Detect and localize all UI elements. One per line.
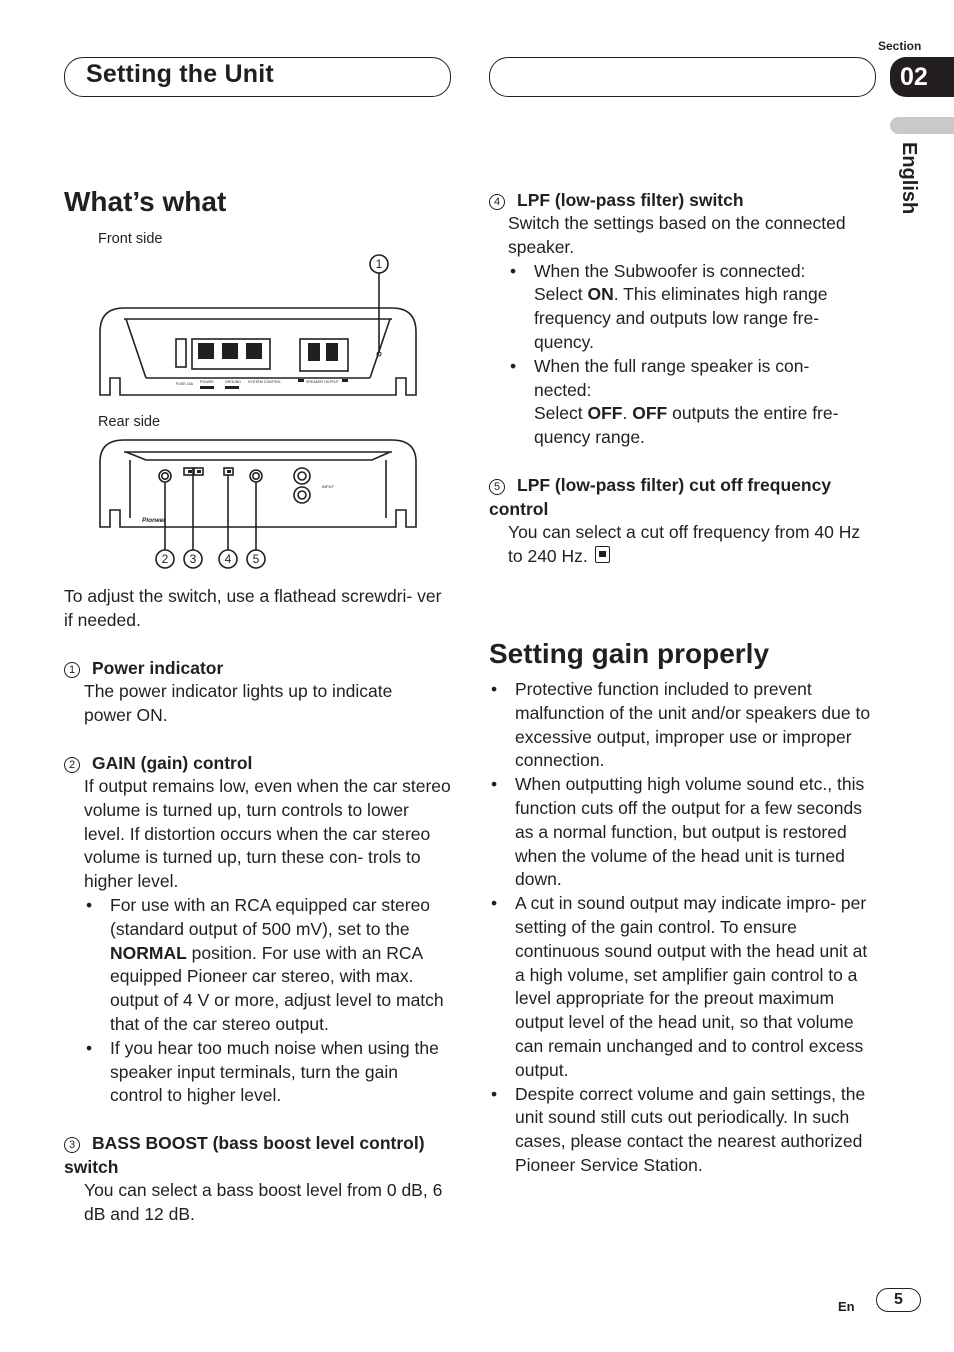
rear-side-diagram xyxy=(90,432,430,577)
item-4-title: 4 LPF (low-pass filter) switch xyxy=(489,188,877,212)
header-blank-frame xyxy=(489,57,876,97)
pioneer-logo: Pioneer xyxy=(142,517,166,524)
callout-4-label: 4 xyxy=(224,552,232,566)
power-label: POWER xyxy=(200,380,214,384)
item-1-number: 1 xyxy=(64,662,80,678)
list-item: • When the Subwoofer is connected: Select ON. This eliminates high range frequency and outputs low range fre- quency. xyxy=(508,260,853,355)
section-label: Section xyxy=(878,39,922,53)
item-5-text: You can select a cut off frequency from 40 Hz to 240 Hz. xyxy=(508,522,861,566)
callout-5-label: 5 xyxy=(252,552,260,566)
item-4-number: 4 xyxy=(489,194,505,210)
item-4-text: Switch the settings based on the connected speaker. xyxy=(508,213,846,257)
whats-what-heading: What’s what xyxy=(64,186,227,217)
section-number-tab: 02 xyxy=(890,57,954,97)
list-item: • When outputting high volume sound etc., this function cuts off the output for a few seconds as a normal function, but output is restored when the volume of the head unit is turned down. xyxy=(489,773,877,892)
setting-gain-heading: Setting gain properly xyxy=(489,638,770,669)
gain-bullets xyxy=(489,678,877,1178)
end-mark-icon xyxy=(595,546,610,563)
item-1-text: The power indicator lights up to indicate power ON. xyxy=(84,681,393,725)
list-item: • For use with an RCA equipped car stereo (standard output of 500 mV), set to the NORMAL position. For use with an RCA equipped Pioneer car stereo, with max. output of 4 V or more, adjust level to match that of the car stereo output. xyxy=(84,894,452,1037)
item-5 xyxy=(489,473,877,569)
page-number: 5 xyxy=(876,1288,921,1312)
item-2-title: 2 GAIN (gain) control xyxy=(64,751,452,775)
list-item: • If you hear too much noise when using the speaker input terminals, turn the gain control to higher level. xyxy=(84,1037,452,1108)
front-side-label: Front side xyxy=(98,231,163,247)
list-item: • Despite correct volume and gain settings, the unit sound still cuts out periodically. In such cases, please contact the nearest authorized Pioneer Service Station. xyxy=(489,1083,877,1178)
language-tab xyxy=(890,117,954,134)
item-2-number: 2 xyxy=(64,757,80,773)
language-label: English xyxy=(898,142,920,215)
list-item: • A cut in sound output may indicate impro- per setting of the gain control. To ensure continuous sound output with the head unit at a high volume, set amplifier gain control to a level appropriate for the preout maximum output level of the head unit, so that volume can remain unchanged and to control excess output. xyxy=(489,892,877,1082)
item-2 xyxy=(64,751,452,1108)
list-item: • When the full range speaker is con- nected: Select OFF. OFF outputs the entire fre- quency range. xyxy=(508,355,853,450)
item-1-title: 1 Power indicator xyxy=(64,656,452,680)
item-3 xyxy=(64,1131,452,1227)
callout-1-label: 1 xyxy=(375,257,383,271)
item-4-bullets xyxy=(489,260,853,450)
speaker-output-label: SPEAKER OUTPUT xyxy=(306,380,339,384)
item-3-text: You can select a bass boost level from 0 dB, 6 dB and 12 dB. xyxy=(84,1180,443,1224)
intro-text: To adjust the switch, use a flathead screwdri- ver if needed. xyxy=(64,586,442,630)
item-5-number: 5 xyxy=(489,479,505,495)
item-4 xyxy=(489,188,877,450)
callout-2-label: 2 xyxy=(161,552,169,566)
input-label: INPUT xyxy=(322,484,334,489)
list-item: • Protective function included to prevent malfunction of the unit and/or speakers due to excessive output, improper use or improper connection. xyxy=(489,678,877,773)
rear-side-label: Rear side xyxy=(98,414,161,430)
item-1 xyxy=(64,656,452,728)
fuse-label: FUSE 15A xyxy=(176,382,193,386)
item-2-text: If output remains low, even when the car stereo volume is turned up, turn controls to lower level. If distortion occurs when the car stereo volume is turned up, turn these con- trols to higher level. xyxy=(84,776,451,892)
footer-language-code: En xyxy=(838,1299,855,1314)
ground-label: GROUND xyxy=(225,380,241,384)
item-3-title: 3 BASS BOOST (bass boost level control) switch xyxy=(64,1133,425,1177)
system-control-label: SYSTEM CONTROL xyxy=(248,380,282,384)
item-2-bullets xyxy=(64,894,452,1108)
callout-3-label: 3 xyxy=(189,552,197,566)
front-side-diagram xyxy=(90,250,430,400)
item-5-title: 5 LPF (low-pass filter) cut off frequency control xyxy=(489,475,832,519)
item-3-number: 3 xyxy=(64,1137,80,1153)
chapter-title: Setting the Unit xyxy=(86,60,274,88)
